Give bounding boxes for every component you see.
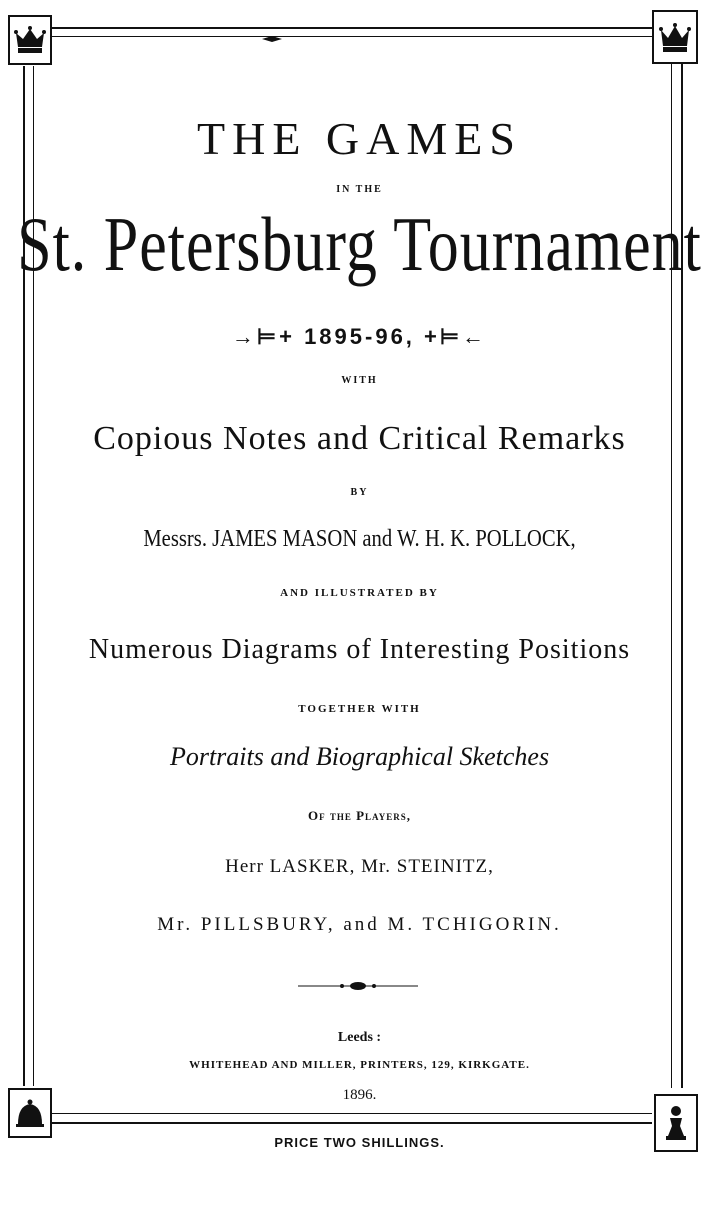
connector-in-the: IN THE: [336, 184, 383, 195]
connector-together-with: TOGETHER WITH: [298, 703, 421, 715]
frame-top-ornament: [262, 29, 282, 35]
divider-ornament: [298, 979, 418, 991]
portraits-heading: Portraits and Biographical Sketches: [169, 742, 550, 771]
crown-icon: [10, 17, 50, 63]
frame-bottom-outer-line: [52, 1122, 652, 1124]
corner-top-left: [8, 15, 52, 65]
connector-by: BY: [350, 487, 369, 498]
price: PRICE TWO SHILLINGS.: [274, 1135, 445, 1150]
title-tournament: St. Petersburg Tournament: [17, 202, 702, 288]
title-the-games: THE GAMES: [197, 113, 522, 164]
imprint-city: Leeds :: [337, 1030, 382, 1045]
crown-icon: [654, 12, 696, 62]
imprint-printer: WHITEHEAD AND MILLER, PRINTERS, 129, KIRKGATE.: [189, 1059, 530, 1071]
of-the-players: Of the Players,: [308, 808, 411, 823]
connector-illustrated-by: AND ILLUSTRATED BY: [280, 587, 439, 599]
frame-top-outer-line: [52, 27, 652, 29]
year-ornament-right: +⊨←: [424, 324, 488, 349]
frame-bottom-inner-line: [52, 1113, 652, 1114]
imprint-year: 1896.: [342, 1087, 377, 1103]
year-line: [0, 324, 719, 350]
diagrams-heading: Numerous Diagrams of Interesting Positions: [88, 634, 631, 665]
connector-with: WITH: [341, 375, 378, 386]
corner-top-right: [652, 10, 698, 64]
frame-top-inner-line: [52, 36, 652, 37]
tournament-year: 1895-96,: [304, 324, 415, 349]
players-line-2: Mr. PILLSBURY, and M. TCHIGORIN.: [157, 914, 562, 935]
year-ornament-left: →⊨+: [231, 324, 295, 349]
players-line-1: Herr LASKER, Mr. STEINITZ,: [225, 856, 494, 877]
notes-heading: Copious Notes and Critical Remarks: [93, 420, 626, 457]
author-names: Messrs. JAMES MASON and W. H. K. POLLOCK,: [143, 526, 576, 552]
